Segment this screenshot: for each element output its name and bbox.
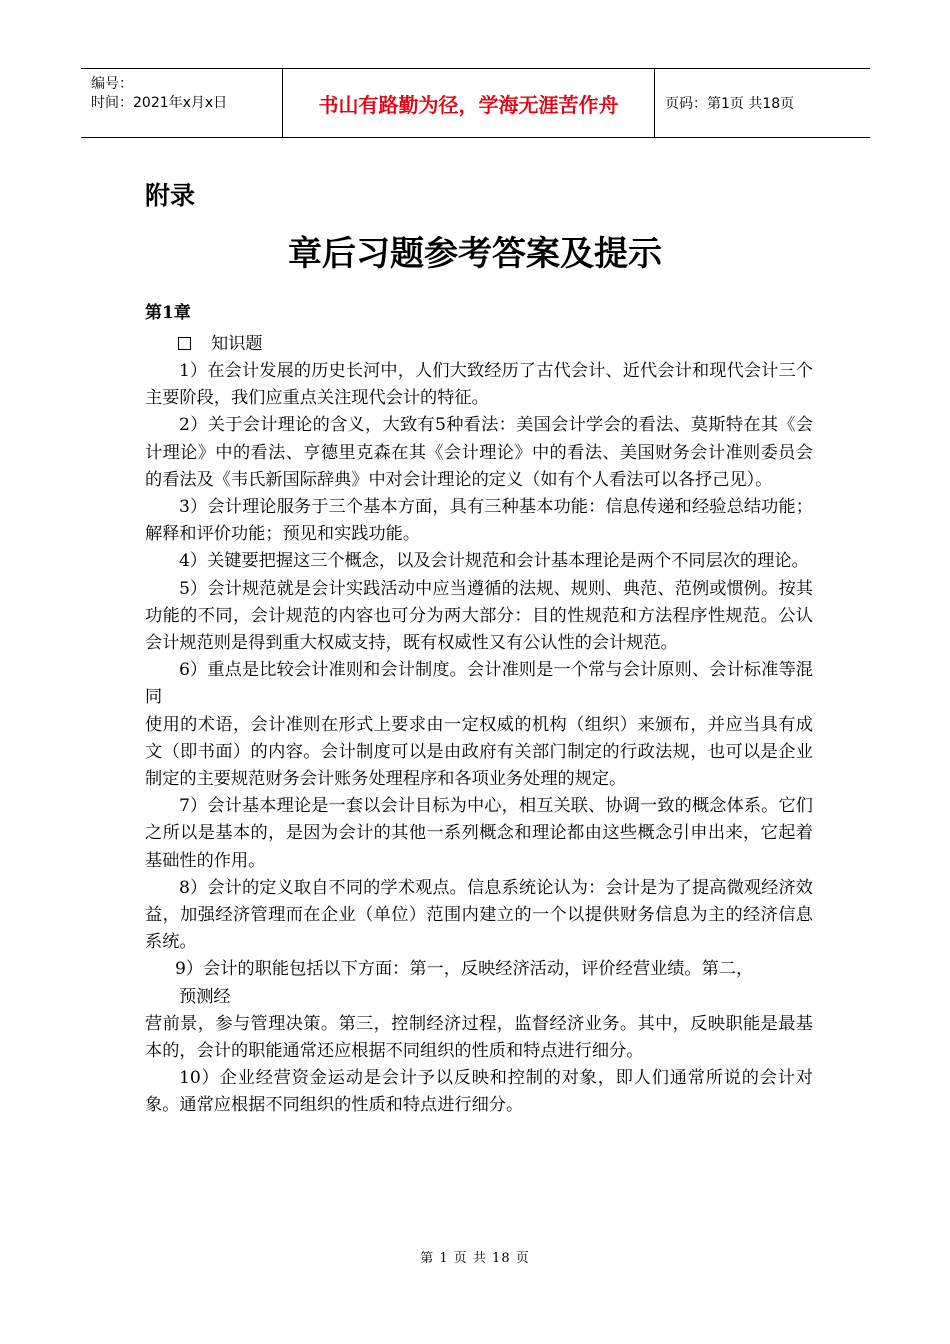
page-header (81, 68, 870, 138)
paragraph-6-first: 6）重点是比较会计准则和会计制度。会计准则是一个常与会计原则、会计标准等混同 (145, 660, 813, 708)
paragraph-8: 8）会计的定义取自不同的学术观点。信息系统论认为：会计是为了提高微观经济效益，加强经济管理而在企业（单位）范围内建立的一个以提供财务信息为主的经济信息系统。 (145, 877, 813, 953)
page-footer: 第 1 页 共 18 页 (420, 1251, 530, 1266)
paragraph-10: 10）企业经营资金运动是会计予以反映和控制的对象，即人们通常所说的会计对象。通常应根据不同组织的性质和特点进行细分。 (145, 1068, 813, 1116)
header-page-code: 页码：第1页 共18页 (665, 96, 795, 112)
header-meta (81, 69, 282, 137)
paragraph-9-fragment: 预测经 (179, 986, 231, 1007)
header-motto: 书山有路勤为径，学海无涯苦作舟 (282, 69, 655, 137)
paragraph-9-first (145, 956, 813, 983)
paragraph-4: 4）关键要把握这三个概念，以及会计规范和会计基本理论是两个不同层次的理论。 (179, 551, 809, 572)
chapter-heading: 第1章 (145, 303, 191, 323)
time-label: 时间：2021年x月x日 (91, 95, 228, 111)
paragraph-3: 3）会计理论服务于三个基本方面，具有三种基本功能：信息传递和经验总结功能；解释和评价功能；预见和实践功能。 (145, 497, 813, 545)
paragraph-2: 2）关于会计理论的含义，大致有5种看法：美国会计学会的看法、莫斯特在其《会计理论》中的看法、亨德里克森在其《会计理论》中的看法、美国财务会计准则委员会的看法及《韦氏新国际辞典》中对会计理论的定义（如有个人看法可以各抒己见）。 (145, 415, 813, 490)
section-heading (145, 331, 813, 358)
paragraph-7: 7）会计基本理论是一套以会计目标为中心，相互关联、协调一致的概念体系。它们之所以是基本的，是因为会计的其他一系列概念和理论都由这些概念引申出来，它起着基础性的作用。 (145, 796, 813, 871)
number-label: 编号： (91, 76, 133, 92)
paragraph-6-continued: 使用的术语，会计准则在形式上要求由一定权威的机构（组织）来颁布，并应当具有成文（即书面）的内容。会计制度可以是由政府有关部门制定的行政法规，也可以是企业制定的主要规范财务会计账务处理程序和各项业务处理的规定。 (145, 714, 813, 790)
section-label: 知识题 (211, 334, 263, 354)
document-body (145, 300, 813, 1120)
page-title: 章后习题参考答案及提示 (288, 234, 662, 274)
paragraph-9-continued: 营前景，参与管理决策。第三，控制经济过程，监督经济业务。其中，反映职能是最基本的，会计的职能通常还应根据不同组织的性质和特点进行细分。 (145, 1013, 813, 1062)
checkbox-square-icon (178, 337, 191, 350)
paragraph-5: 5）会计规范就是会计实践活动中应当遵循的法规、规则、典范、范例或惯例。按其功能的不同，会计规范的内容也可分为两大部分：目的性规范和方法程序性规范。公认会计规范则是得到重大权威支持，既有权威性又有公认性的会计规范。 (145, 578, 813, 654)
appendix-label: 附录 (145, 181, 196, 210)
paragraph-9-line-1: 9）会计的职能包括以下方面：第一，反映经济活动，评价经营业绩。第二， (175, 959, 754, 980)
paragraph-1: 1）在会计发展的历史长河中，人们大致经历了古代会计、近代会计和现代会计三个主要阶段，我们应重点关注现代会计的特征。 (145, 361, 813, 409)
